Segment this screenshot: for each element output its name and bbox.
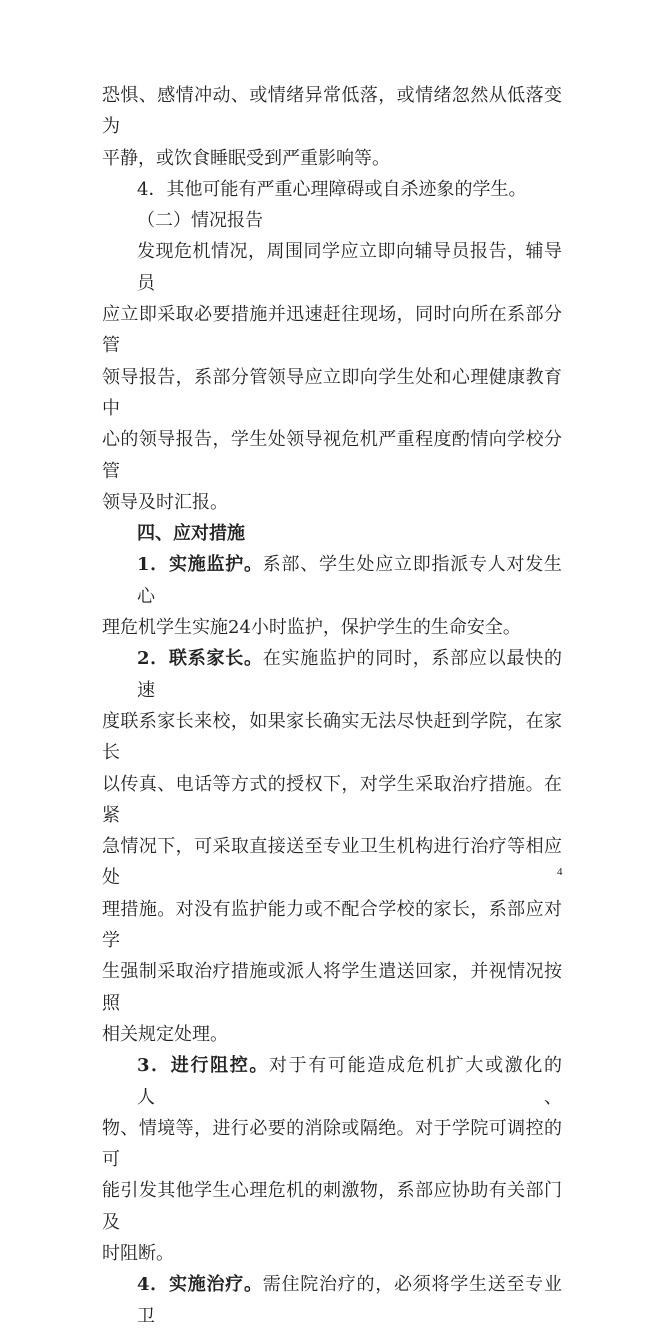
document-body <box>102 80 562 1332</box>
line-text: 理危机学生实施24小时监护，保护学生的生命安全。 <box>102 617 521 639</box>
line-text: 对于有可能造成危机扩大或激化的人、 <box>137 1055 562 1108</box>
line-text: （二）情况报告 <box>137 210 263 232</box>
line-text: 物、情境等，进行必要的消除或隔绝。对于学院可调控的可 <box>102 1117 562 1171</box>
line-text: 系部、学生处应立即指派专人对发生心 <box>137 554 562 607</box>
text-line <box>102 205 562 236</box>
text-line <box>102 1019 562 1050</box>
line-text: 平静，或饮食睡眠受到严重影响等。 <box>102 147 390 169</box>
line-text: 4．其他可能有严重心理障碍或自杀迹象的学生。 <box>137 178 527 200</box>
line-text: 心的领导报告，学生处领导视危机严重程度酌情向学校分管 <box>102 429 562 482</box>
text-line <box>102 1269 562 1332</box>
text-line <box>102 1175 562 1238</box>
paragraph <box>102 236 562 518</box>
text-line <box>102 236 562 299</box>
line-text: 相关规定处理。 <box>102 1023 228 1045</box>
line-text: 应立即采取必要措施并迅速赶往现场，同时向所在系部分管 <box>102 304 562 357</box>
line-text: 恐惧、感情冲动、或情绪异常低落，或情绪忽然从低落变为 <box>102 85 562 138</box>
paragraph <box>102 174 562 205</box>
line-text: 生强制采取治疗措施或派人将学生遣送回家，并视情况按照 <box>102 961 562 1014</box>
bold-lead: 4．实施治疗。 <box>137 1274 263 1296</box>
bold-lead: 3．进行阻控。 <box>137 1055 270 1077</box>
text-line <box>102 174 562 205</box>
paragraph <box>102 1050 562 1269</box>
paragraph <box>102 643 562 1050</box>
text-line <box>102 299 562 362</box>
text-line <box>102 424 562 487</box>
page-number: 4 <box>557 866 563 878</box>
line-text: 度联系家长来校，如果家长确实无法尽快赶到学院，在家长 <box>102 710 562 764</box>
paragraph <box>102 80 562 174</box>
line-text: 理措施。对没有监护能力或不配合学校的家长，系部应对学 <box>102 898 562 952</box>
paragraph <box>102 1269 562 1332</box>
line-text: 急情况下，可采取直接送至专业卫生机构进行治疗等相应处 <box>102 836 562 889</box>
line-text: 发现危机情况，周围同学应立即向辅导员报告，辅导员 <box>137 241 562 294</box>
text-line <box>102 894 562 957</box>
text-line <box>102 143 562 174</box>
text-line <box>102 80 562 143</box>
line-text: 以传真、电话等方式的授权下，对学生采取治疗措施。在紧 <box>102 773 562 826</box>
line-text: 领导及时汇报。 <box>102 491 228 513</box>
line-text: 在实施监护的同时，系部应以最快的速 <box>137 648 562 701</box>
bold-lead: 1．实施监护。 <box>137 554 263 576</box>
paragraph <box>102 518 562 549</box>
line-text: 需住院治疗的，必须将学生送至专业卫 <box>137 1274 562 1327</box>
text-line <box>102 706 562 769</box>
line-text: 能引发其他学生心理危机的刺激物，系部应协助有关部门及 <box>102 1180 562 1233</box>
text-line <box>102 1050 562 1113</box>
line-text: 时阻断。 <box>102 1242 174 1264</box>
text-line <box>102 643 562 706</box>
text-line <box>102 518 562 549</box>
bold-lead: 2．联系家长。 <box>137 648 263 670</box>
paragraph <box>102 205 562 236</box>
bold-lead: 四、应对措施 <box>137 523 245 545</box>
text-line <box>102 612 562 643</box>
text-line <box>102 549 562 612</box>
text-line <box>102 1113 562 1176</box>
text-line <box>102 769 562 832</box>
text-line <box>102 362 562 425</box>
text-line <box>102 831 562 894</box>
text-line <box>102 487 562 518</box>
text-line <box>102 956 562 1019</box>
paragraph <box>102 549 562 643</box>
line-text: 领导报告，系部分管领导应立即向学生处和心理健康教育中 <box>102 366 562 419</box>
text-line <box>102 1238 562 1269</box>
